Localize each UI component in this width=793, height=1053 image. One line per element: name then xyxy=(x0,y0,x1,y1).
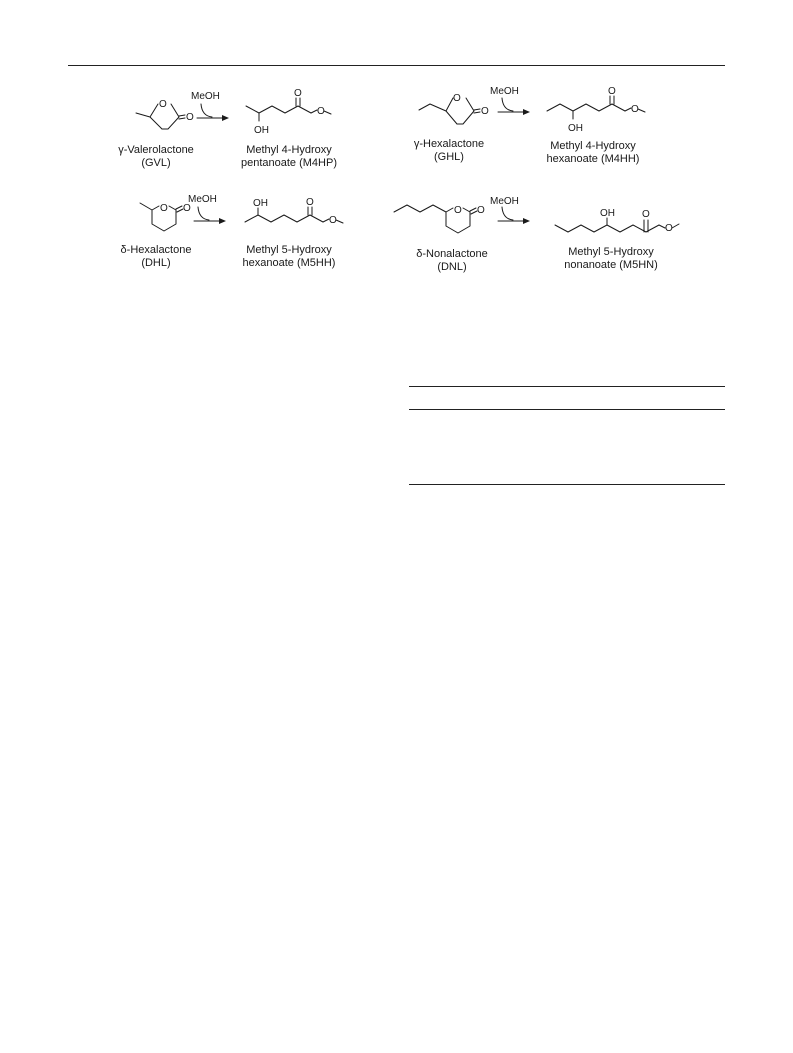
m5hn-structure xyxy=(555,208,679,234)
m5hh-hydroxyl: OH xyxy=(253,198,268,209)
m4hh-name-line2: hexanoate (M4HH) xyxy=(546,153,640,165)
gvl-name: γ-Valerolactone xyxy=(118,144,194,156)
dhl-ring-oxygen: O xyxy=(160,203,168,214)
m5hh-name-line2: hexanoate (M5HH) xyxy=(242,257,336,269)
ghl-structure xyxy=(419,93,489,124)
reagent-meoh-4: MeOH xyxy=(490,196,519,207)
gvl-structure xyxy=(136,99,194,129)
arrow-2 xyxy=(498,98,530,115)
m5hn-name-line1: Methyl 5-Hydroxy xyxy=(568,246,654,258)
gvl-abbr: (GVL) xyxy=(141,157,171,169)
table-bottom-rule xyxy=(409,484,725,485)
dnl-abbr: (DNL) xyxy=(437,261,467,273)
gvl-carbonyl-oxygen: O xyxy=(186,112,194,123)
m5hn-hydroxyl: OH xyxy=(600,208,615,219)
ghl-ring-oxygen: O xyxy=(453,93,461,104)
dnl-ring-oxygen: O xyxy=(454,205,462,216)
caption-ghl xyxy=(414,138,484,164)
gvl-ring-oxygen: O xyxy=(159,99,167,110)
m4hp-hydroxyl: OH xyxy=(254,125,269,136)
caption-dhl xyxy=(121,244,192,270)
reagent-meoh-1: MeOH xyxy=(191,91,220,102)
arrow-3 xyxy=(194,207,226,224)
m4hp-ester-oxygen: O xyxy=(317,106,325,117)
m4hp-structure xyxy=(246,88,331,136)
m4hh-ester-oxygen: O xyxy=(631,104,639,115)
caption-dnl xyxy=(416,248,488,274)
table-header-rule xyxy=(409,409,725,410)
ghl-carbonyl-oxygen: O xyxy=(481,106,489,117)
dhl-carbonyl-oxygen: O xyxy=(183,203,191,214)
reagent-meoh-2: MeOH xyxy=(490,86,519,97)
dhl-abbr: (DHL) xyxy=(141,257,171,269)
dhl-name: δ-Hexalactone xyxy=(120,244,192,256)
dnl-structure xyxy=(394,205,485,233)
m5hn-name-line2: nonanoate (M5HN) xyxy=(564,259,658,271)
m4hh-structure xyxy=(547,86,645,134)
m5hh-name-line1: Methyl 5-Hydroxy xyxy=(246,244,332,256)
m4hp-carbonyl-oxygen: O xyxy=(294,88,302,99)
dnl-name: δ-Nonalactone xyxy=(416,248,488,260)
arrow-1 xyxy=(197,104,229,121)
m5hn-ester-oxygen: O xyxy=(665,223,673,234)
arrow-4 xyxy=(498,207,530,224)
caption-m5hh xyxy=(243,244,336,270)
caption-gvl xyxy=(118,144,194,170)
table-top-rule xyxy=(409,386,725,387)
m4hh-carbonyl-oxygen: O xyxy=(608,86,616,97)
caption-m5hn xyxy=(564,246,658,272)
caption-m4hp xyxy=(241,144,337,170)
reagent-meoh-3: MeOH xyxy=(188,194,217,205)
caption-m4hh xyxy=(547,140,640,166)
m5hn-carbonyl-oxygen: O xyxy=(642,209,650,220)
ghl-abbr: (GHL) xyxy=(434,151,464,163)
m5hh-structure xyxy=(245,197,343,226)
dnl-carbonyl-oxygen: O xyxy=(477,205,485,216)
m4hp-name-line2: pentanoate (M4HP) xyxy=(241,157,337,169)
m5hh-carbonyl-oxygen: O xyxy=(306,197,314,208)
m4hh-hydroxyl: OH xyxy=(568,123,583,134)
m4hp-name-line1: Methyl 4-Hydroxy xyxy=(246,144,332,156)
ghl-name: γ-Hexalactone xyxy=(413,138,485,150)
m5hh-ester-oxygen: O xyxy=(329,215,337,226)
dhl-structure xyxy=(140,203,191,231)
m4hh-name-line1: Methyl 4-Hydroxy xyxy=(550,140,636,152)
